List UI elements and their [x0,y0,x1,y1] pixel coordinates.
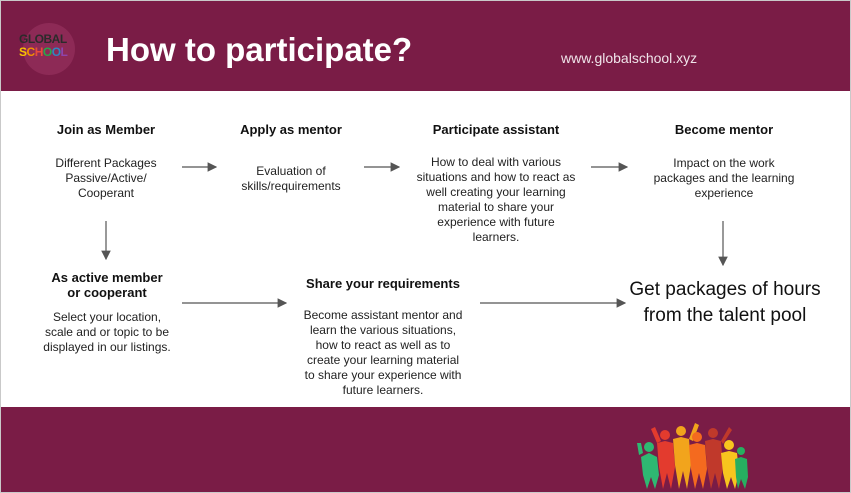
step-text: experience with future [437,215,555,229]
step-text: displayed in our listings. [43,340,171,354]
step-heading: Join as Member [56,122,156,137]
step-text: situations and how to react as [416,170,576,184]
step-text: Become assistant mentor and [303,308,463,322]
step-text: Evaluation of [256,164,326,178]
step-text: Passive/Active/ [65,171,147,185]
step-text: future learners. [342,383,424,397]
step-heading: Apply as mentor [240,122,342,137]
step-text: learn the various situations, [309,323,457,337]
step-text: packages and the learning [653,171,795,185]
result-line: talent pool [718,305,807,326]
step-text: Different Packages [55,156,157,170]
step-heading: As active member [51,270,163,285]
step-text: experience [694,186,754,200]
step-heading: Become mentor [674,122,774,137]
step-text: How to deal with various [430,155,562,169]
step-text: Cooperant [77,186,135,200]
step-text: create your learning material [306,353,460,367]
step-heading: Share your requirements [306,276,460,291]
step-text: scale and or topic to be [44,325,170,339]
step-text: well creating your learning [426,185,566,199]
step-heading: or cooperant [67,285,147,300]
step-text: how to react as well as to [315,338,451,352]
step-text: Select your location, [52,310,162,324]
step-text: to share your experience with [304,368,462,382]
logo-line2: SCHOOL [19,45,68,59]
people-silhouettes-icon [637,417,749,493]
step-text: Impact on the work [673,156,775,170]
website-url: www.globalschool.xyz [561,50,698,66]
page-title: How to participate? [106,31,413,68]
step-text: material to share your [437,200,555,214]
step-text: skills/requirements [241,179,341,193]
step-text: learners. [472,230,520,244]
step-heading: Participate assistant [432,122,560,137]
logo-line1: GLOBAL [19,32,67,46]
result-line: Get packages of [629,279,768,300]
result-line: hours from the [643,279,821,326]
